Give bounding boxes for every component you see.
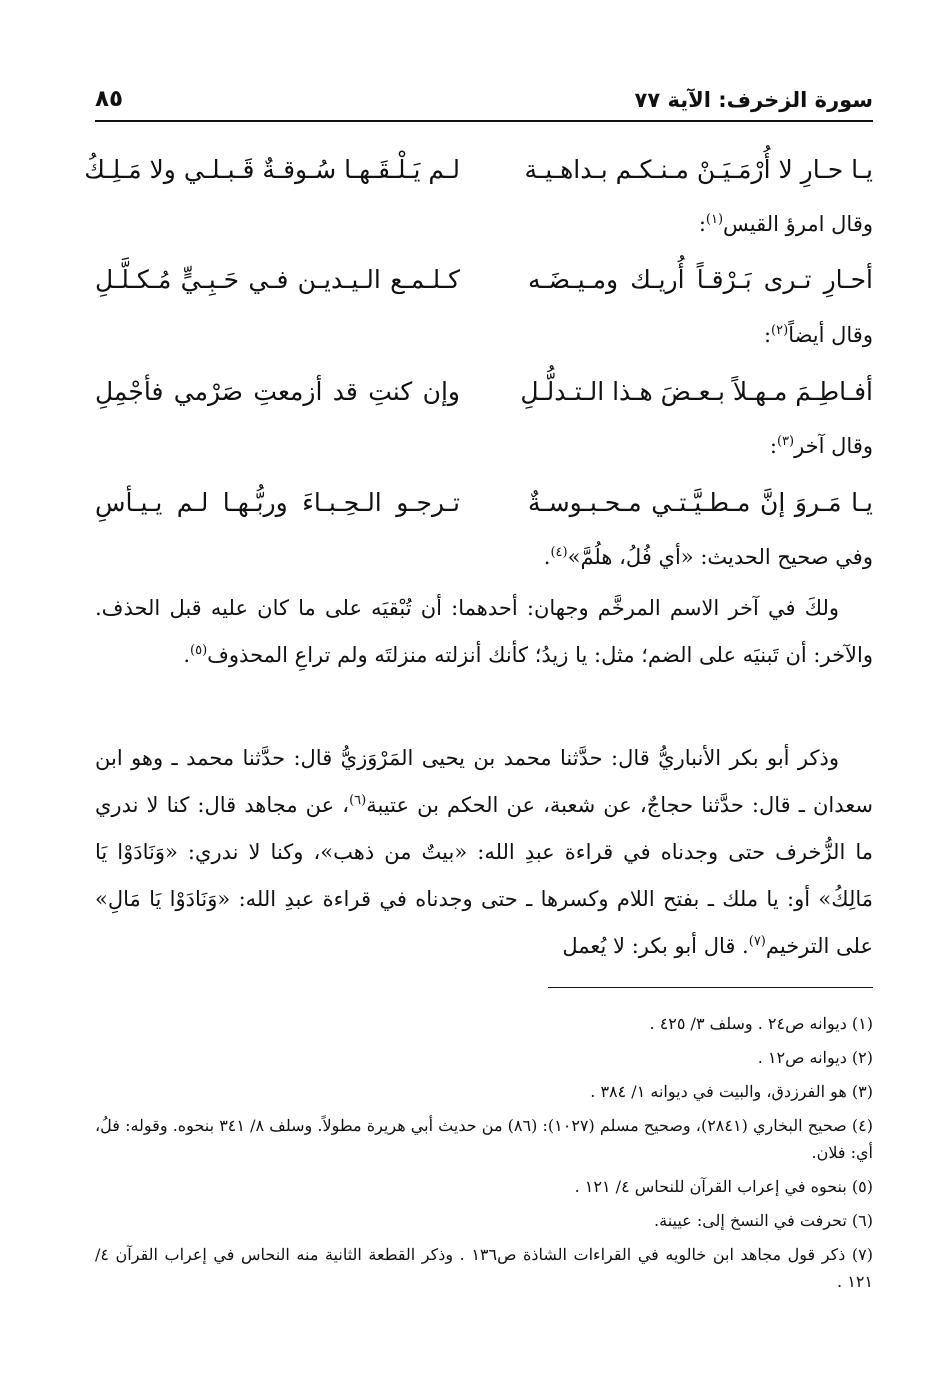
page-number: ٨٥ [95, 86, 124, 112]
intro-3-text: وقال آخر [794, 434, 873, 458]
footnote-6: (٦) تحرفت في النسخ إلى: عيينة. [654, 1211, 873, 1230]
poem-verse-1 [84, 155, 873, 199]
verse-1-second-hemistich: لـم يَـلْـقَـهـا سُـوقـةٌ قَـبـلـي ولا مَـلِـكُ [84, 155, 460, 184]
footnote-5: (٥) بنحوه في إعراب القرآن للنحاس ٤/ ١٢١ . [574, 1177, 873, 1196]
footnote-7: (٧) ذكر قول مجاهد ابن خالويه في القراءات الشاذة ص١٣٦ . وذكر القطعة الثانية منه النحاس في إعراب القرآن ٤/ ١٢١ . [95, 1245, 873, 1291]
footnotes [95, 1010, 873, 1302]
poem-verse-4 [95, 488, 873, 532]
intro-1-tail: : [698, 212, 706, 236]
intro-2-text: وقال أيضاً [788, 323, 873, 347]
verse-intro-2 [764, 323, 873, 347]
footnote-2: (٢) ديوانه ص١٢ . [757, 1048, 873, 1067]
paragraph-2-part-1: وذكر أبو بكر الأنباريُّ قال: حدَّثنا محمد بن يحيى المَرْوَزيُّ قال: حدَّثنا محمد ـ وهو ابن سعدان ـ قال: حدَّثنا حجاجٌ، عن شعبة، عن الحكم بن عتيبة [95, 746, 873, 817]
footnote-3: (٣) هو الفرزدق، والبيت في ديوانه ١/ ٣٨٤ . [590, 1082, 873, 1101]
paragraph-2-part-2: ، عن مجاهد قال: كنا لا ندري ما الزُّخرف حتى وجدناه في قراءة عبدِ الله: «بيتٌ من ذهب»، وكنا لا ندري: «وَنَادَوْا يَا مَالِكُ» أو: يا ملك ـ بفتح اللام وكسرها ـ حتى وجدناه في قراءة عبدِ الله: «وَنَادَوْا يَا مَالِ» على الترخيم [95, 793, 873, 958]
footnote-separator [548, 987, 873, 988]
verse-4-second-hemistich: تـرجـو الـحِـبـاءَ وربُّـهـا لـم يـيـأسِ [95, 488, 460, 517]
verse-2-first-hemistich: أحـارِ تـرى بَـرْقـاً أُريـك ومـيـضَـه [528, 265, 873, 294]
footnote-ref-2: (٢) [771, 323, 789, 338]
paragraph-tarkhim [95, 585, 873, 679]
footnote-ref-7: (٧) [748, 934, 766, 949]
footnote-ref-1: (١) [705, 212, 724, 227]
footnote-ref-4: (٤) [550, 545, 568, 560]
paragraph-1-text: ولكَ في آخر الاسم المرخَّم وجهان: أحدهما: أن تُبْقيَه على ما كان عليه قبل الحذف. والآخر: أن تَبنيَه على الضم؛ مثل: يا زيدُ؛ كأنك أنزلته منزلتَه ولم تراعِ المحذوف [95, 596, 873, 667]
footnote-ref-3: (٣) [776, 434, 795, 449]
paragraph-anbari [95, 735, 873, 970]
verse-1-first-hemistich: يـا حـارِ لا أُرْمَـيَـنْ مـنـكـم بـداهـيـة [524, 155, 873, 184]
poem-verse-2 [95, 265, 873, 309]
intro-3-tail: : [769, 434, 777, 458]
header-rule [95, 120, 873, 122]
verse-intro-3 [770, 434, 873, 458]
verse-intro-1 [699, 212, 873, 236]
paragraph-2-part-3: . قال أبو بكر: لا يُعمل [562, 934, 749, 958]
footnote-4: (٤) صحيح البخاري (٢٨٤١)، وصحيح مسلم (١٠٢٧): (٨٦) من حديث أبي هريرة مطولاً. وسلف ٨/ ٣٤١ بنحوه. وقوله: فلُ، أي: فلان. [95, 1116, 873, 1162]
hadith-tail: . [543, 545, 551, 569]
verse-2-second-hemistich: كـلـمـع الـيـديـن فـي حَـبِـيٍّ مُـكـلَّـلِ [95, 265, 460, 294]
verse-3-second-hemistich: وإن كنتِ قد أزمعتِ صَرْمي فأجْمِلِ [95, 377, 460, 406]
intro-1-text: وقال امرؤ القيس [723, 212, 873, 236]
running-header [95, 82, 873, 122]
paragraph-1-tail: . [183, 643, 190, 667]
hadith-line [544, 545, 873, 569]
intro-2-tail: : [763, 323, 772, 347]
footnote-ref-6: (٦) [349, 793, 367, 808]
poem-verse-3 [95, 377, 873, 421]
verse-3-first-hemistich: أفـاطِـمَ مـهـلاً بـعـضَ هـذا الـتـدلُّـلِ [520, 377, 873, 406]
footnote-ref-5: (٥) [190, 643, 208, 658]
footnote-1: (١) ديوانه ص٢٤ . وسلف ٣/ ٤٢٥ . [649, 1014, 873, 1033]
hadith-text: وفي صحيح الحديث: «أي فُلُ، هلُمَّ» [567, 545, 873, 569]
surah-title: سورة الزخرف: الآية ٧٧ [634, 88, 873, 112]
verse-4-first-hemistich: يـا مَـروَ إنَّ مـطـيَّـتـي مـحـبـوسـةٌ [528, 488, 873, 517]
